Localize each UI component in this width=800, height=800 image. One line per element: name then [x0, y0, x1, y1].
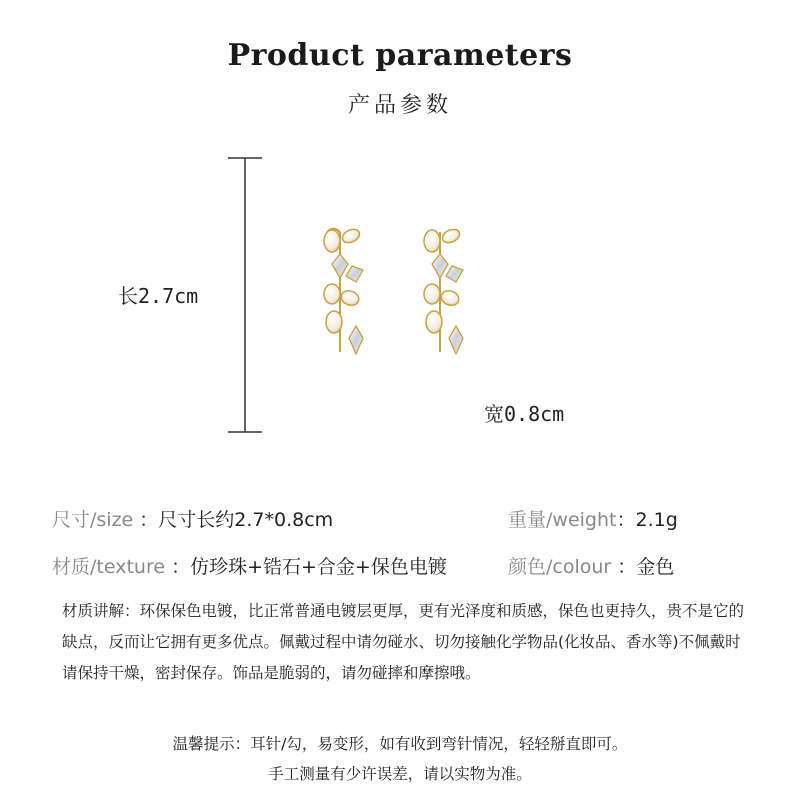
page-title: Product parameters — [227, 38, 573, 73]
param-size-key: 尺寸/size — [52, 509, 134, 531]
tip-line-2: 手工测量有少许误差，请以实物为准。 — [268, 765, 532, 783]
page-subtitle: 产品参数 — [347, 93, 452, 118]
param-texture-sep: ： — [165, 556, 191, 578]
param-colour-key: 颜色/colour — [508, 556, 612, 578]
param-colour-value: 金色 — [636, 556, 675, 578]
tip-line-1: 温馨提示：耳针/勾，易变形，如有收到弯针情况，轻轻掰直即可。 — [172, 735, 628, 753]
length-ruler — [220, 150, 270, 440]
length-label: 长2.7cm — [118, 284, 199, 308]
param-weight-key: 重量/weight — [508, 509, 617, 531]
param-size-value: 尺寸长约2.7*0.8cm — [158, 509, 334, 531]
material-description: 材质讲解：环保保色电镀，比正常普通电镀层更厚，更有光泽度和质感，保色也更持久，贵不是它的缺点，反而让它拥有更多优点。佩戴过程中请勿碰水、切勿接触化学物品(化妆品、香水等)不佩戴时请保持干燥，密封保存。饰品是脆弱的，请勿碰摔和摩擦哦。 — [62, 602, 745, 682]
param-colour-sep: ： — [611, 556, 637, 578]
param-colour — [508, 552, 674, 579]
param-weight-sep: ： — [616, 509, 636, 531]
param-weight — [508, 505, 678, 532]
param-texture-value: 仿珍珠+锆石+合金+保色电镀 — [190, 556, 447, 578]
param-size-sep: ： — [133, 509, 159, 531]
width-label: 宽0.8cm — [484, 402, 565, 426]
param-weight-value: 2.1g — [635, 509, 678, 531]
left-earring — [324, 227, 363, 354]
earrings-image — [318, 222, 478, 362]
param-texture-key: 材质/texture — [52, 556, 166, 578]
param-size — [52, 505, 333, 532]
param-texture — [52, 552, 447, 579]
right-earring — [424, 227, 463, 354]
